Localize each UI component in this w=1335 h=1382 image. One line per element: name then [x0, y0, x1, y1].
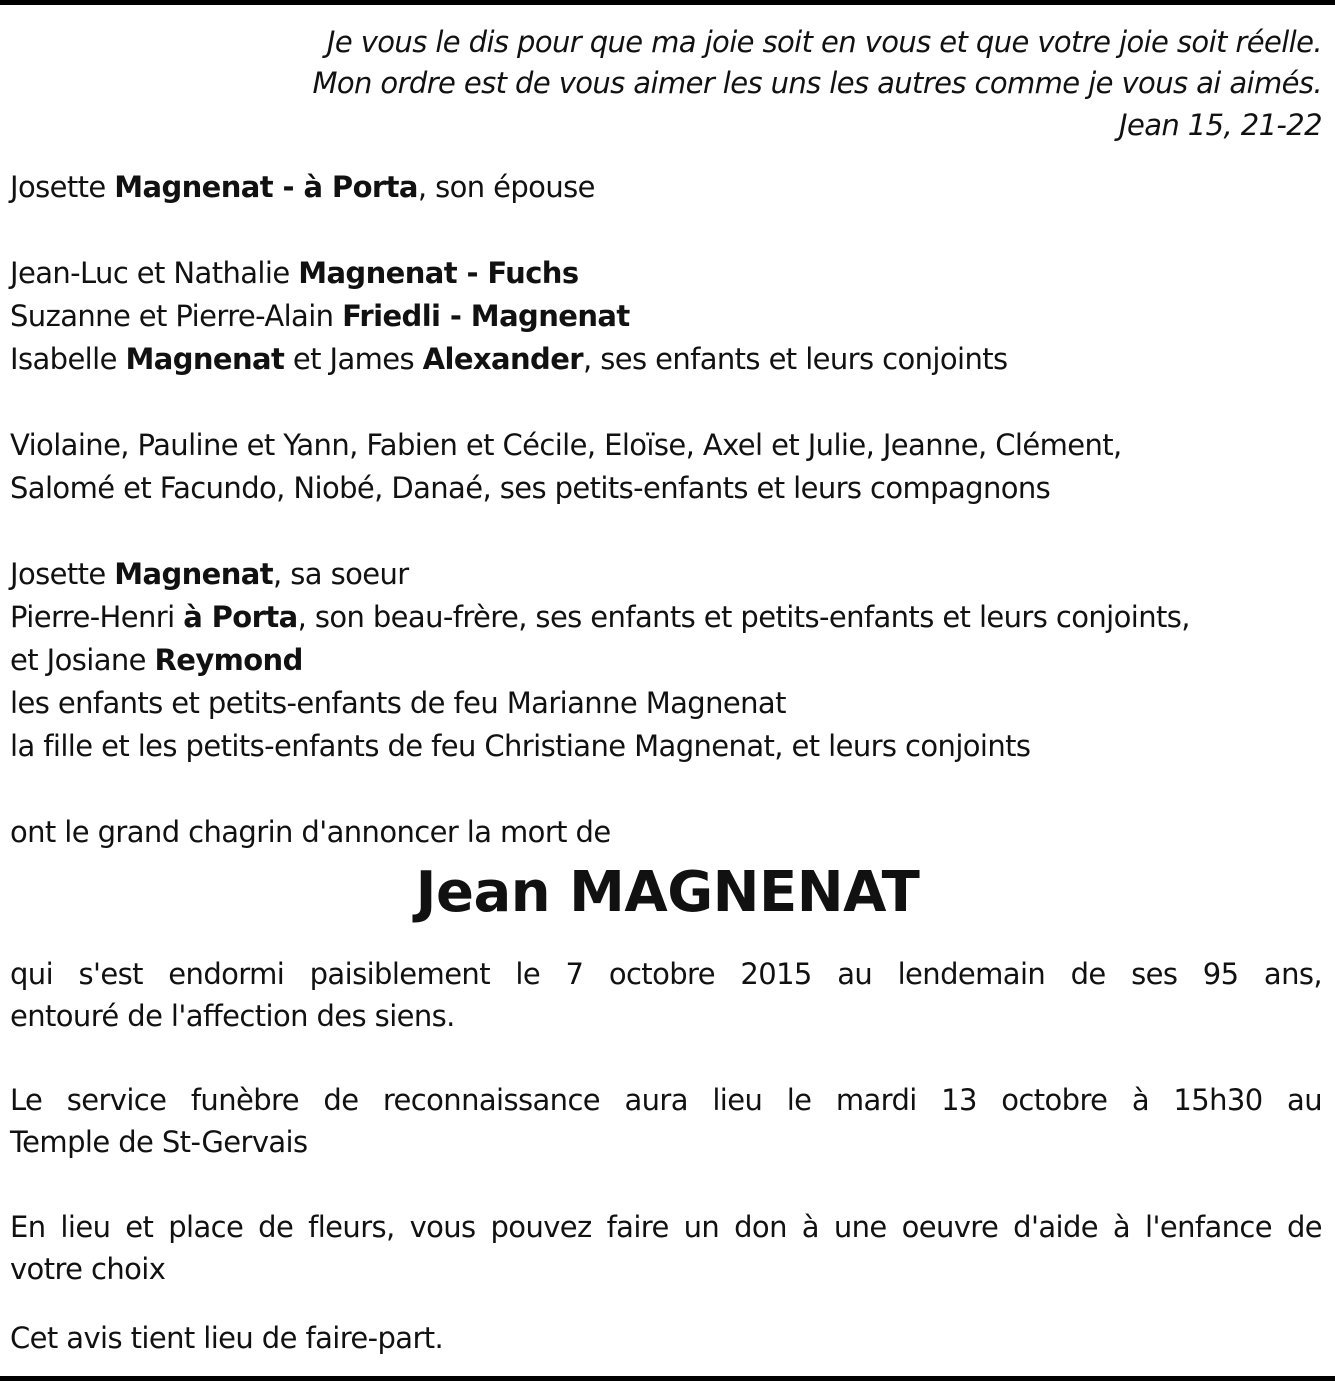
family-line-spouse	[10, 167, 595, 207]
scripture-reference: Jean 15, 21-22	[1119, 108, 1322, 142]
text: Suzanne et Pierre-Alain	[10, 299, 343, 333]
paragraph-passing	[10, 953, 1322, 1037]
scripture-quote-line-2: Mon ordre est de vous aimer les uns les autres comme je vous ai aimés.	[312, 66, 1322, 100]
family-line-sister	[10, 554, 409, 594]
paragraph-line: qui s'est endormi paisiblement le 7 octobre 2015 au lendemain de ses 95 ans,	[10, 957, 1322, 991]
surname: Magnenat	[125, 342, 285, 376]
surname: Magnenat - Fuchs	[298, 256, 579, 290]
paragraph-line: Temple de St-Gervais	[10, 1125, 308, 1159]
text: , son beau-frère, ses enfants et petits-enfants et leurs conjoints,	[297, 600, 1190, 634]
text: Pierre-Henri	[10, 600, 184, 634]
deceased-name: Jean MAGNENAT	[415, 860, 920, 925]
scripture-quote-line-1: Je vous le dis pour que ma joie soit en vous et que votre joie soit réelle.	[326, 25, 1322, 59]
text: Josette	[10, 170, 115, 204]
family-line-child-2	[10, 296, 630, 336]
text: Jean-Luc et Nathalie	[10, 256, 299, 290]
family-line-marianne: les enfants et petits-enfants de feu Marianne Magnenat	[10, 686, 786, 720]
family-line-brother-in-law	[10, 597, 1190, 637]
text: et Josiane	[10, 643, 155, 677]
family-line-child-1	[10, 253, 579, 293]
closing-note: Cet avis tient lieu de faire-part.	[10, 1321, 444, 1355]
text: et James	[284, 342, 423, 376]
text: , ses enfants et leurs conjoints	[582, 342, 1008, 376]
paragraph-line: Le service funèbre de reconnaissance aura lieu le mardi 13 octobre à 15h30 au	[10, 1083, 1322, 1117]
text: , son épouse	[417, 170, 595, 204]
paragraph-line: En lieu et place de fleurs, vous pouvez faire un don à une oeuvre d'aide à l'enfance de	[10, 1210, 1322, 1244]
family-line-grandchildren-2: Salomé et Facundo, Niobé, Danaé, ses petits-enfants et leurs compagnons	[10, 471, 1051, 505]
paragraph-service	[10, 1079, 1322, 1163]
surname: Alexander	[422, 342, 583, 376]
surname: à Porta	[183, 600, 298, 634]
family-line-child-3	[10, 339, 1008, 379]
text: , sa soeur	[273, 557, 409, 591]
surname: Friedli - Magnenat	[342, 299, 630, 333]
paragraph-line: votre choix	[10, 1252, 166, 1286]
surname: Magnenat	[114, 557, 274, 591]
top-border-rule	[0, 0, 1335, 5]
surname: Reymond	[154, 643, 303, 677]
text: Josette	[10, 557, 115, 591]
family-line-josiane	[10, 640, 303, 680]
text: Isabelle	[10, 342, 126, 376]
family-line-grandchildren-1: Violaine, Pauline et Yann, Fabien et Cécile, Eloïse, Axel et Julie, Jeanne, Clément,	[10, 428, 1122, 462]
surname: Magnenat - à Porta	[114, 170, 418, 204]
bottom-border-rule	[0, 1376, 1335, 1381]
announcement-line: ont le grand chagrin d'annoncer la mort de	[10, 815, 611, 849]
paragraph-donation	[10, 1206, 1322, 1290]
paragraph-line: entouré de l'affection des siens.	[10, 999, 455, 1033]
family-line-christiane: la fille et les petits-enfants de feu Christiane Magnenat, et leurs conjoints	[10, 729, 1031, 763]
